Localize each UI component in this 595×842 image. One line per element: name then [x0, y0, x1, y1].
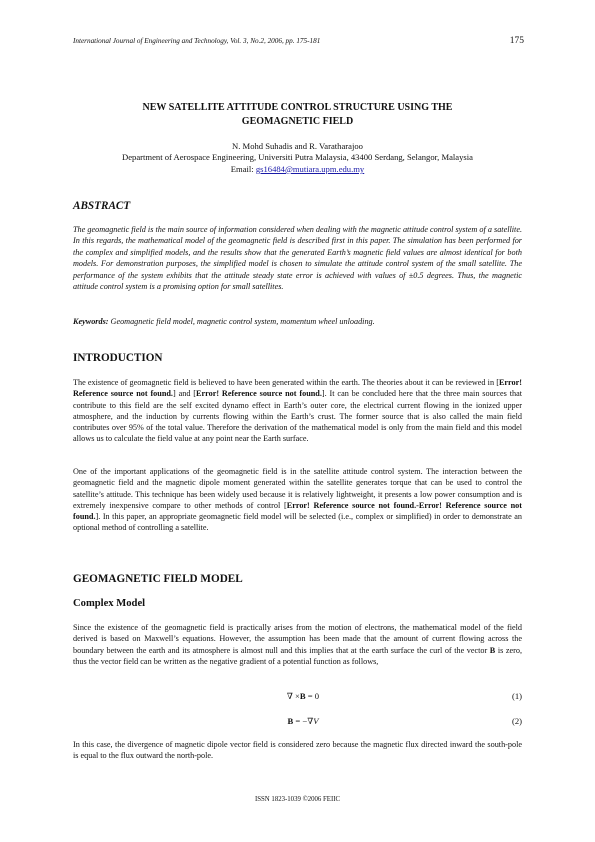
equation-2	[73, 716, 522, 728]
abstract-text: The geomagnetic field is the main source of information considered when dealing with the magnetic attitude control system of a satellite. In this regards, the mathematical model of the geomagnetic field is described first in this paper. The simulation has been performed for the complex and simplified models, and the results show that the generated Earth’s magnetic field values are almost identical for both models. For demonstration purposes, the simplified model is chosen to simulate the attitude control system of the small satellite. The performance of the system exhibits that the attitude steady state error is achieved with values of ±0.5 degrees. Thus, the magnetic attitude control system is a promising option for small satellites.	[73, 225, 522, 292]
paper-title	[73, 101, 522, 129]
reference-error-1: Error! Reference source not found.	[73, 378, 522, 399]
complex-model-paragraph	[73, 622, 522, 667]
email-label: Email:	[230, 163, 256, 174]
intro-paragraph-2	[73, 466, 522, 534]
p3-text-a: Since the existence of the geomagnetic field is practically arises from the motion of electrons, the mathematical model of the field derived is based on Maxwell’s equations. However, the assumption has been made that the amount of current flowing across the boundary between the earth and its atmosphere is almost null and this implies that at the earth surface the curl of the vector	[73, 623, 522, 655]
authors: N. Mohd Suhadis and R. Varatharajoo	[232, 141, 363, 151]
title-line-1: NEW SATELLITE ATTITUDE CONTROL STRUCTURE USING THE	[142, 102, 453, 113]
email-line	[73, 164, 522, 175]
p1-text-a: The existence of geomagnetic field is believed to have been generated within the earth. The theories about it can be reviewed in [	[73, 378, 499, 387]
p1-text-c: ]. It can be concluded here that the three main sources that contribute to this field are the self excited dynamo effect in Earth’s outer core, the electrical current flowing in the ionized upper atmosphere, and the induction by currents flowing within the Earth’s crust. The former source that is also called the main field contributes over 95% of the total value. Therefore the derivation of the mathematical model is only from the main field and this model allows us to calculate the field value at any point near the Earth surface.	[73, 389, 523, 444]
email-link[interactable]: gs16484@mutiara.upm.edu.my	[255, 163, 365, 174]
equation-1-body	[258, 691, 348, 702]
affiliation: Department of Aerospace Engineering, Universiti Putra Malaysia, 43400 Serdang, Selangor, Malaysia	[122, 152, 473, 163]
keywords-label: Keywords:	[73, 317, 109, 326]
eq2-potential: V	[313, 716, 319, 726]
p1-text-b: ] and [	[172, 389, 197, 399]
p2-text-a: One of the important applications of the geomagnetic field is in the satellite attitude control system. The interaction between the geomagnetic field and the magnetic dipole moment generated within the satellite generates torque that can be used to control the satellite’s attitude. This technique has been widely used because it is relatively lightweight, it presents a low power consumption and is extremely inexpensive compare to other methods of control [	[73, 467, 522, 510]
curl-operator: ∇ ×	[286, 691, 300, 701]
geomagnetic-heading: GEOMAGNETIC FIELD MODEL	[73, 573, 243, 585]
equation-2-body	[258, 716, 348, 727]
abstract-heading: ABSTRACT	[73, 200, 131, 212]
complex-model-subheading: Complex Model	[73, 598, 146, 609]
keywords	[73, 317, 522, 326]
p2-text-b: ]. In this paper, an appropriate geomagnetic field model will be selected (i.e., complex or simplified) in order to demonstrate an optional method of controlling a satellite.	[73, 512, 522, 533]
equation-2-number: (2)	[511, 716, 522, 726]
eq2-gradient: = −∇	[293, 716, 314, 726]
footer-issn: ISSN 1823-1039 ©2006 FEIIC	[254, 796, 341, 803]
eq1-vector-b: B	[299, 691, 306, 701]
reference-error-2: Error! Reference source not found.	[196, 389, 322, 399]
vector-b-symbol: B	[489, 645, 496, 655]
keywords-text: Geomagnetic field model, magnetic control system, momentum wheel unloading.	[110, 317, 375, 326]
intro-paragraph-1	[73, 377, 522, 445]
p3-text-b: is zero, thus the vector field can be written as the negative gradient of a potential function as follows,	[73, 645, 522, 666]
equation-1-number: (1)	[511, 691, 522, 701]
running-head: International Journal of Engineering and Technology, Vol. 3, No.2, 2006, pp. 175-181	[73, 37, 321, 45]
page-number: 175	[509, 36, 524, 46]
eq2-vector-b: B	[287, 716, 294, 726]
equation-1	[73, 691, 522, 703]
title-line-2: GEOMAGNETIC FIELD	[241, 116, 354, 127]
divergence-paragraph: In this case, the divergence of magnetic dipole vector field is considered zero because the magnetic flux directed inward the south-pole is equal to the flux outward the north-pole.	[73, 740, 522, 761]
introduction-heading: INTRODUCTION	[73, 352, 163, 364]
reference-error-3: Error! Reference source not found.-Error! Reference source not found.	[73, 500, 522, 522]
author-block	[73, 141, 522, 175]
eq1-rhs: = 0	[305, 691, 320, 701]
